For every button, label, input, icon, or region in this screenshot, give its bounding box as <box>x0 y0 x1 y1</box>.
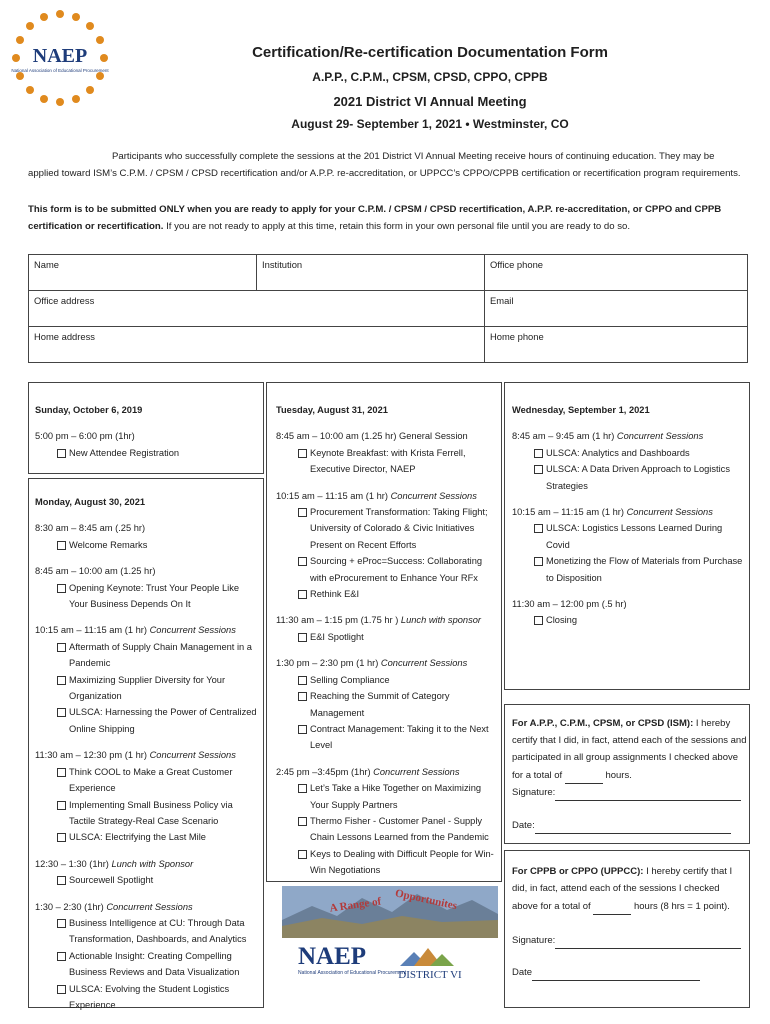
naep-logo-bottom <box>296 940 407 986</box>
checkbox-item[interactable]: Business Intelligence at CU: Through Data Transformation, Dashboards, and Analytics <box>35 915 260 948</box>
checkbox-item[interactable]: Actionable Insight: Creating Compelling Business Reviews and Data Visualization <box>35 948 260 981</box>
form-title: Certification/Re-certification Documentation Form <box>252 44 608 61</box>
checkbox-item[interactable]: ULSCA: Evolving the Student Logistics Experience <box>35 981 260 1014</box>
home-address-field[interactable]: Home address <box>29 327 485 363</box>
range-of-opportunities-banner <box>282 886 498 938</box>
meeting-title: 2021 District VI Annual Meeting <box>333 94 527 109</box>
uppcc-date-input[interactable] <box>532 963 700 981</box>
checkbox-item[interactable]: Rethink E&I <box>276 586 498 602</box>
ism-date-input[interactable] <box>535 816 731 834</box>
svg-text:A Range of: A Range of <box>328 895 382 915</box>
checkbox-item[interactable]: Sourcewell Spotlight <box>35 872 260 888</box>
checkbox-item[interactable]: Reaching the Summit of Category Management <box>276 688 498 721</box>
uppcc-hours-input[interactable] <box>593 897 631 915</box>
email-field[interactable]: Email <box>485 291 748 327</box>
svg-text:Opportunites: Opportunites <box>393 887 459 913</box>
ism-date-row: Date: <box>512 816 731 834</box>
intro-paragraph: Participants who successfully complete the sessions at the 201 District VI Annual Meeting receive hours of continuing education. They may be applied toward ISM’s C.P.M. / CPSM / CPSD recertification and/or A.P.P. re-accreditation, or UPPCC’s CPPO/CPPB certification or recertification program requirements. <box>28 151 741 179</box>
form-subtitle: A.P.P., C.P.M., CPSM, CPSD, CPPO, CPPB <box>312 70 548 84</box>
tuesday-column: Tuesday, August 31, 2021 8:45 am – 10:00 am (1.25 hr) General Session Keynote Breakfast: with Krista Ferrell, Executive Director, NAEP 10:15 am – 11:15 am (1 hr) Concurrent Sessions Procurement Transformation: Taking Flight; University of Colorado & Civic Initiatives Present on Recent Efforts Sourcing + eProc=Success: Collaborating with eProcurement to Enhance Your RFx Rethink E&I 11:30 am – 1:15 pm (1.75 hr ) Lunch with sponsor E&I Spotlight 1:30 pm – 2:30 pm (1 hr) Concurrent Sessions Selling Compliance Reaching the Summit of Category Management Contract Management: Taking it to the Next Level 2:45 pm –3:45pm (1hr) Concurrent Sessions Let’s Take a Hike Together on Maximizing Your Supply Partners Thermo Fisher - Customer Panel - Supply Chain Lessons Learned from the Pandemic Keys to Dealing with Difficult People for Win-Win Negotiations <box>276 402 498 889</box>
checkbox-item[interactable]: Thermo Fisher - Customer Panel - Supply Chain Lessons Learned from the Pandemic <box>276 813 498 846</box>
sunday-column: Sunday, October 6, 2019 5:00 pm – 6:00 pm (1hr) New Attendee Registration <box>35 402 260 461</box>
checkbox-item[interactable]: Let’s Take a Hike Together on Maximizing Your Supply Partners <box>276 780 498 813</box>
uppcc-cert-text: For CPPB or CPPO (UPPCC): I hereby certify that I did, in fact, attend each of the sessions I checked above for a total of hours (8 hrs = 1 point). <box>512 863 748 915</box>
checkbox-item[interactable]: Maximizing Supplier Diversity for Your Organization <box>35 672 260 705</box>
uppcc-date-row: Date <box>512 963 700 981</box>
checkbox-item[interactable]: Keys to Dealing with Difficult People for Win-Win Negotiations <box>276 846 498 879</box>
office-address-field[interactable]: Office address <box>29 291 485 327</box>
svg-text:DISTRICT VI: DISTRICT VI <box>398 969 462 981</box>
district-vi-logo <box>380 946 480 986</box>
checkbox-item[interactable]: Opening Keynote: Trust Your People Like Your Business Depends On It <box>35 580 260 613</box>
checkbox-item[interactable]: E&I Spotlight <box>276 629 498 645</box>
checkbox-item[interactable]: Aftermath of Supply Chain Management in a Pandemic <box>35 639 260 672</box>
submit-instructions: This form is to be submitted ONLY when you are ready to apply for your C.P.M. / CPSM / CPSD recertification, A.P.P. re-accreditation, or CPPO and CPPB certification or recertification. If you are not ready to apply at this time, retain this form in your own personal file until you are ready to do so. <box>28 204 722 232</box>
checkbox-item[interactable]: Welcome Remarks <box>35 537 260 553</box>
uppcc-signature-input[interactable] <box>555 931 741 949</box>
checkbox-item[interactable]: ULSCA: Logistics Lessons Learned During Covid <box>512 520 748 553</box>
ism-signature-row: Signature: <box>512 783 741 801</box>
svg-text:National Association of Educat: National Association of Educational Procurement <box>298 970 407 976</box>
office-phone-field[interactable]: Office phone <box>485 255 748 291</box>
attendee-info-table <box>28 254 748 363</box>
checkbox-item[interactable]: Contract Management: Taking it to the Next Level <box>276 721 498 754</box>
checkbox-item[interactable]: Procurement Transformation: Taking Flight; University of Colorado & Civic Initiatives Present on Recent Efforts <box>276 504 498 553</box>
checkbox-item[interactable]: Implementing Small Business Policy via Tactile Strategy-Real Case Scenario <box>35 797 260 830</box>
name-field[interactable]: Name <box>29 255 257 291</box>
checkbox-item[interactable]: New Attendee Registration <box>35 445 260 461</box>
checkbox-item[interactable]: Monetizing the Flow of Materials from Purchase to Disposition <box>512 553 748 586</box>
svg-text:National Association of Educat: National Association of Educational Procurement <box>11 68 109 73</box>
checkbox-item[interactable]: ULSCA: Harnessing the Power of Centralized Online Shipping <box>35 704 260 737</box>
logo-text: NAEP <box>32 45 88 67</box>
ism-cert-text: For A.P.P., C.P.M., CPSM, or CPSD (ISM): I hereby certify that I did, in fact, attend each of the sessions and participated in all group assignments I checked above for a total of hours. <box>512 715 748 784</box>
checkbox-item[interactable]: Selling Compliance <box>276 672 498 688</box>
wednesday-column: Wednesday, September 1, 2021 8:45 am – 9:45 am (1 hr) Concurrent Sessions ULSCA: Analytics and Dashboards ULSCA: A Data Driven Approach to Logistics Strategies 10:15 am – 11:15 am (1 hr) Concurrent Sessions ULSCA: Logistics Lessons Learned During Covid Monetizing the Flow of Materials from Purchase to Disposition 11:30 am – 12:00 pm (.5 hr) Closing <box>512 402 748 639</box>
svg-text:NAEP: NAEP <box>298 943 367 970</box>
naep-logo <box>10 8 110 108</box>
checkbox-item[interactable]: ULSCA: Analytics and Dashboards <box>512 445 748 461</box>
institution-field[interactable]: Institution <box>257 255 485 291</box>
ism-signature-input[interactable] <box>555 783 741 801</box>
meeting-dates: August 29- September 1, 2021 • Westminster, CO <box>291 117 569 131</box>
checkbox-item[interactable]: Sourcing + eProc=Success: Collaborating with eProcurement to Enhance Your RFx <box>276 553 498 586</box>
checkbox-item[interactable]: Think COOL to Make a Great Customer Experience <box>35 764 260 797</box>
checkbox-item[interactable]: Closing <box>512 612 748 628</box>
checkbox-item[interactable]: Keynote Breakfast: with Krista Ferrell, Executive Director, NAEP <box>276 445 498 478</box>
uppcc-signature-row: Signature: <box>512 931 741 949</box>
monday-column: Monday, August 30, 2021 8:30 am – 8:45 am (.25 hr) Welcome Remarks 8:45 am – 10:00 am (1.25 hr) Opening Keynote: Trust Your People Like Your Business Depends On It 10:15 am – 11:15 am (1 hr) Concurrent Sessions Aftermath of Supply Chain Management in a Pandemic Maximizing Supplier Diversity for Your Organization ULSCA: Harnessing the Power of Centralized Online Shipping 11:30 am – 12:30 pm (1 hr) Concurrent Sessions Think COOL to Make a Great Customer Experience Implementing Small Business Policy via Tactile Strategy-Real Case Scenario ULSCA: Electrifying the Last Mile 12:30 – 1:30 (1hr) Lunch with Sponsor Sourcewell Spotlight 1:30 – 2:30 (1hr) Concurrent Sessions Business Intelligence at CU: Through Data Transformation, Dashboards, and Analytics Actionable Insight: Creating Compelling Business Reviews and Data Visualization ULSCA: Evolving the Student Logistics Experience <box>35 494 260 1023</box>
checkbox-item[interactable]: ULSCA: Electrifying the Last Mile <box>35 829 260 845</box>
home-phone-field[interactable]: Home phone <box>485 327 748 363</box>
ism-hours-input[interactable] <box>565 766 603 784</box>
checkbox-item[interactable]: ULSCA: A Data Driven Approach to Logistics Strategies <box>512 461 748 494</box>
